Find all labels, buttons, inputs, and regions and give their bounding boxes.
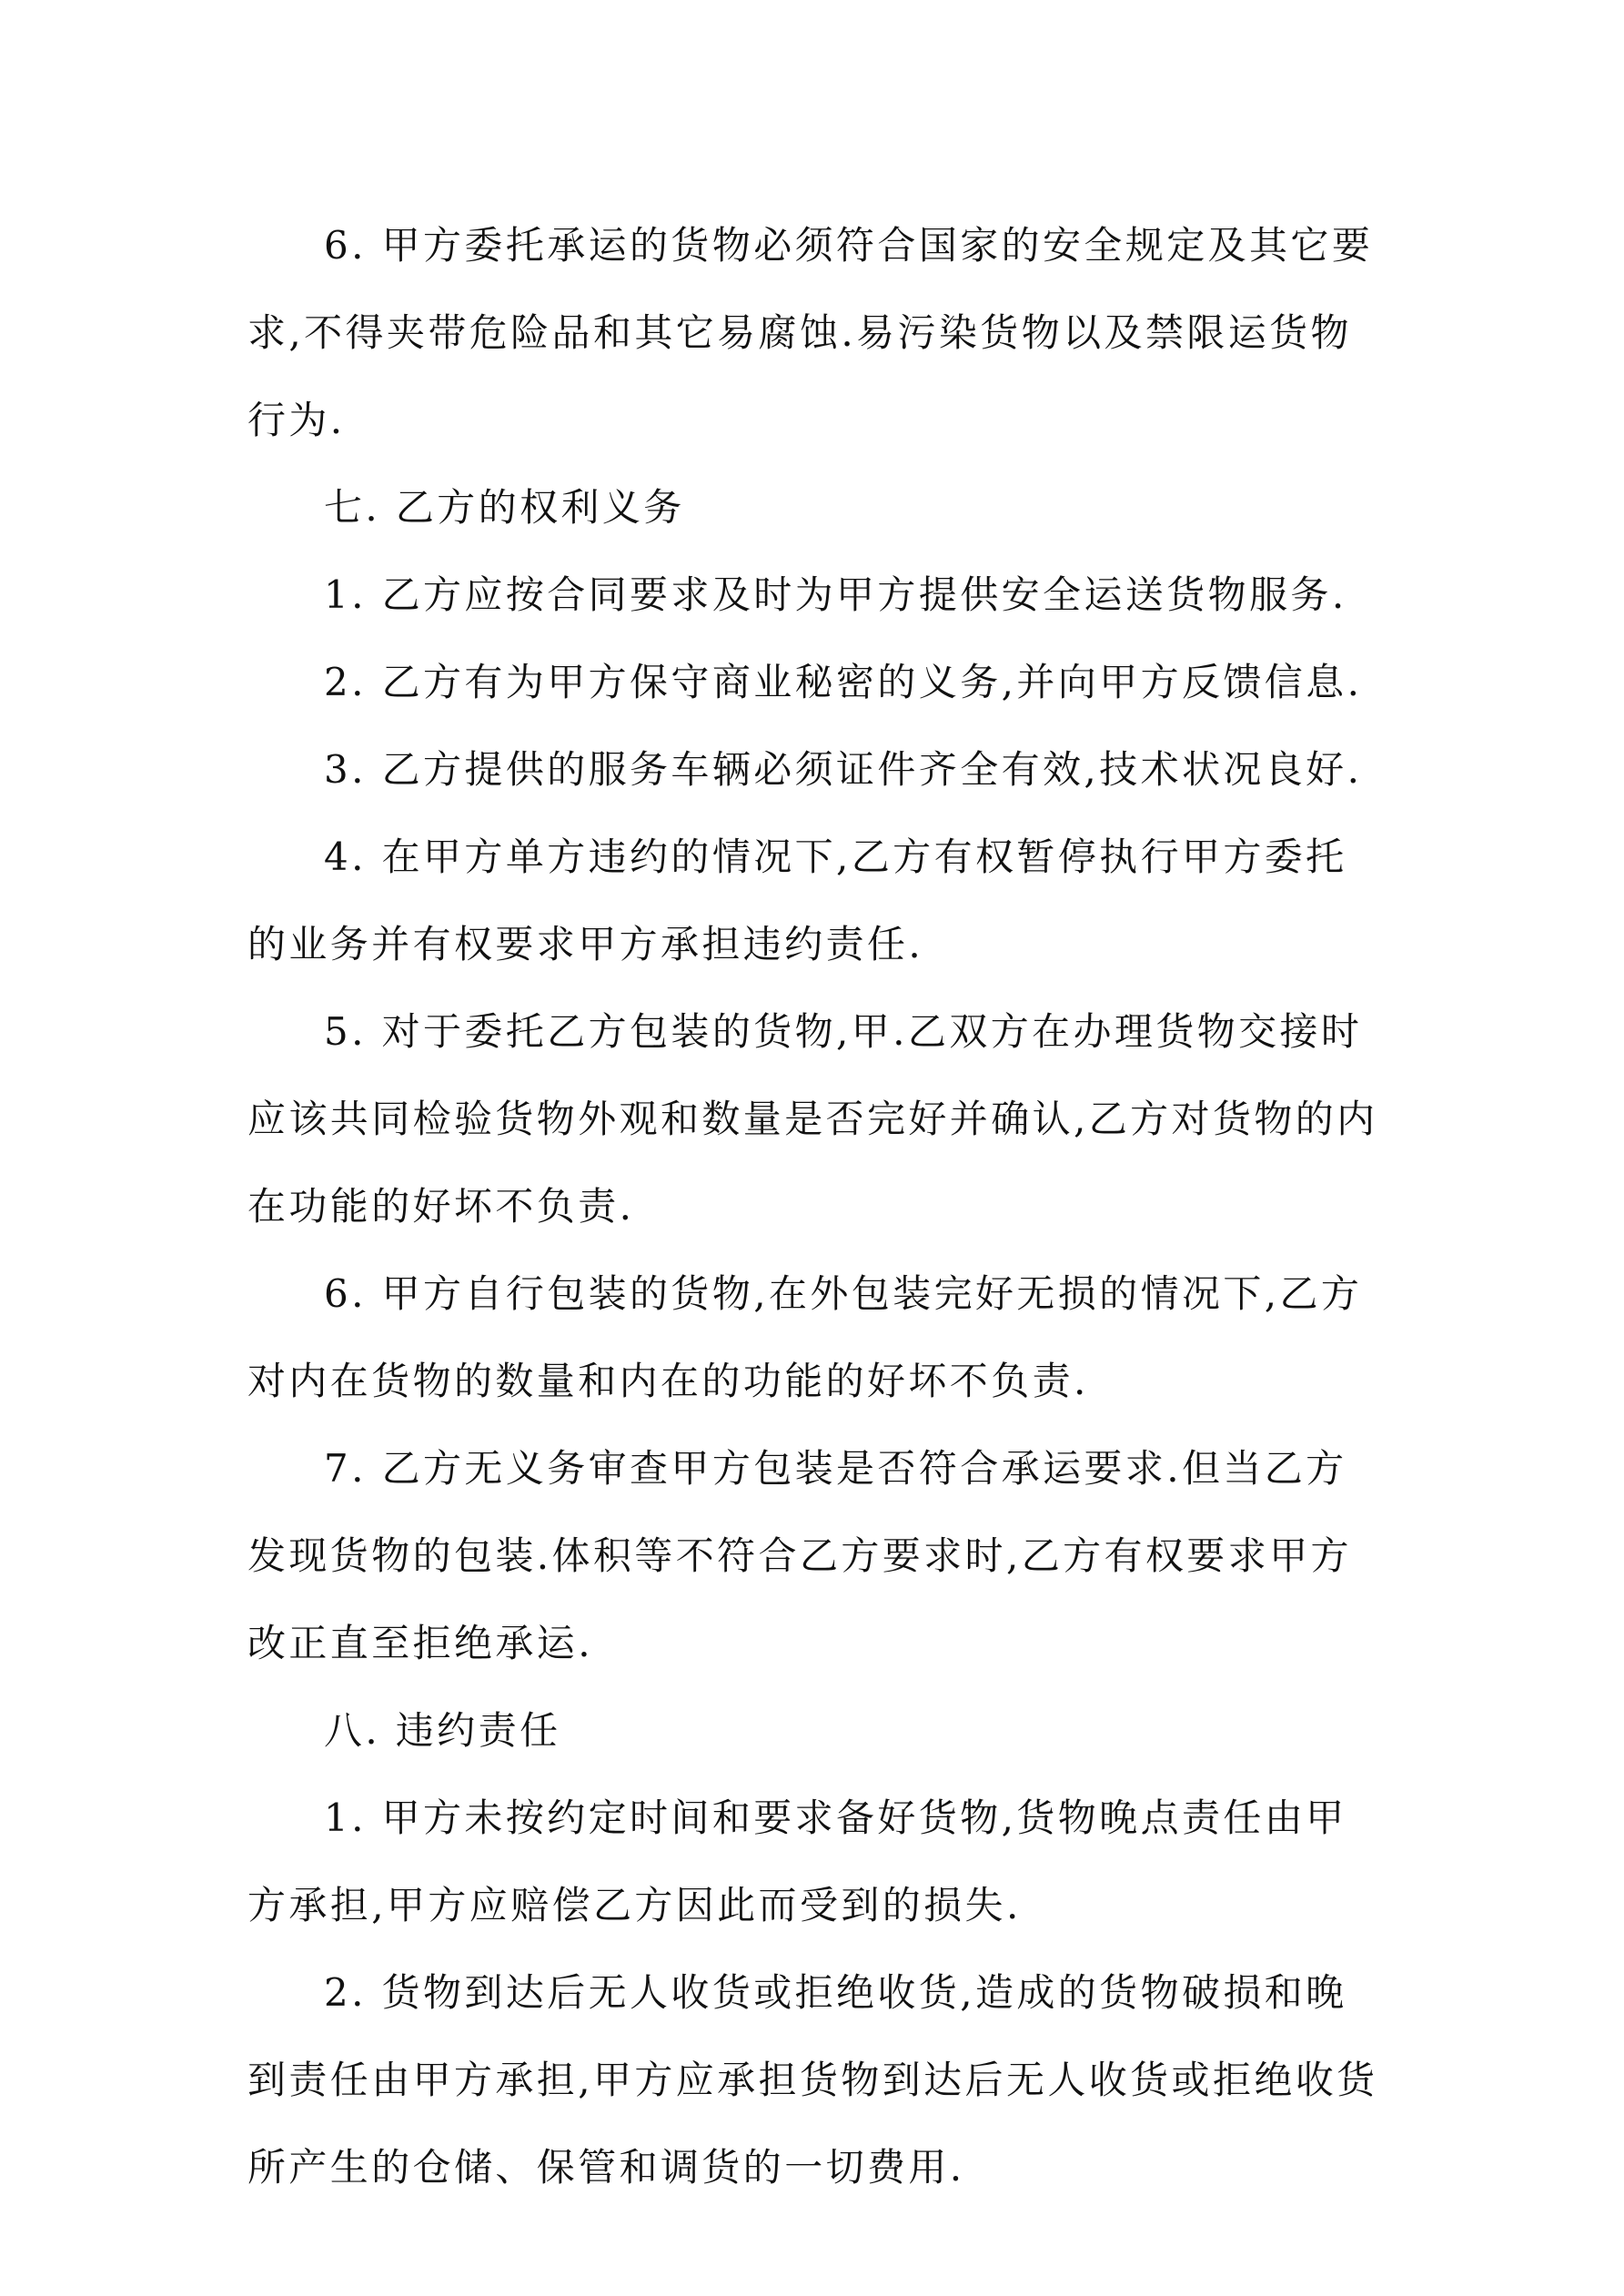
- clause-5-party-b: 5. 对于委托乙方包装的货物,甲.乙双方在办理货物交接时应该共同检验货物外观和数量是否完好并确认,乙方对货物的内在功能的好坏不负责.: [247, 1009, 1378, 1229]
- section-heading-7: 七. 乙方的权利义务: [324, 485, 685, 530]
- clause-7-party-b: 7. 乙方无义务审查甲方包装是否符合承运要求.但当乙方发现货物的包装.体积等不符合乙方要求时,乙方有权要求甲方改正直至拒绝承运.: [247, 1446, 1352, 1665]
- clause-6-party-b: 6. 甲方自行包装的货物,在外包装完好无损的情况下,乙方对内在货物的数量和内在的功能的好坏不负责.: [247, 1271, 1363, 1403]
- clause-4-party-b: 4. 在甲方单方违约的情况下,乙方有权暂停执行甲方委托的业务并有权要求甲方承担违约责任.: [247, 834, 1347, 966]
- clause-3-party-b: 3. 乙方提供的服务车辆必须证件齐全有效,技术状况良好.: [324, 747, 1363, 792]
- clause-6-party-a: 6. 甲方委托承运的货物必须符合国家的安全规定及其它要求,不得夹带危险品和其它易腐蚀.易污染货物以及禁限运货物行为.: [247, 223, 1374, 442]
- clause-2-breach: 2. 货物到达后无人收货或拒绝收货,造成的货物破损和晚到责任由甲方承担,甲方应承担货物到达后无人收货或拒绝收货所产生的仓储、保管和调货的一切费用.: [247, 1970, 1378, 2190]
- clause-1-party-b: 1. 乙方应按合同要求及时为甲方提供安全运送货物服务.: [324, 572, 1347, 617]
- section-heading-8: 八. 违约责任: [324, 1708, 561, 1753]
- clause-2-party-b: 2. 乙方有为甲方保守商业秘密的义务,并向甲方反馈信息.: [324, 660, 1363, 704]
- document-body: [247, 202, 1385, 2211]
- clause-1-breach: 1. 甲方未按约定时间和要求备好货物,货物晚点责任由甲方承担,甲方应赔偿乙方因此而受到的损失.: [247, 1795, 1347, 1927]
